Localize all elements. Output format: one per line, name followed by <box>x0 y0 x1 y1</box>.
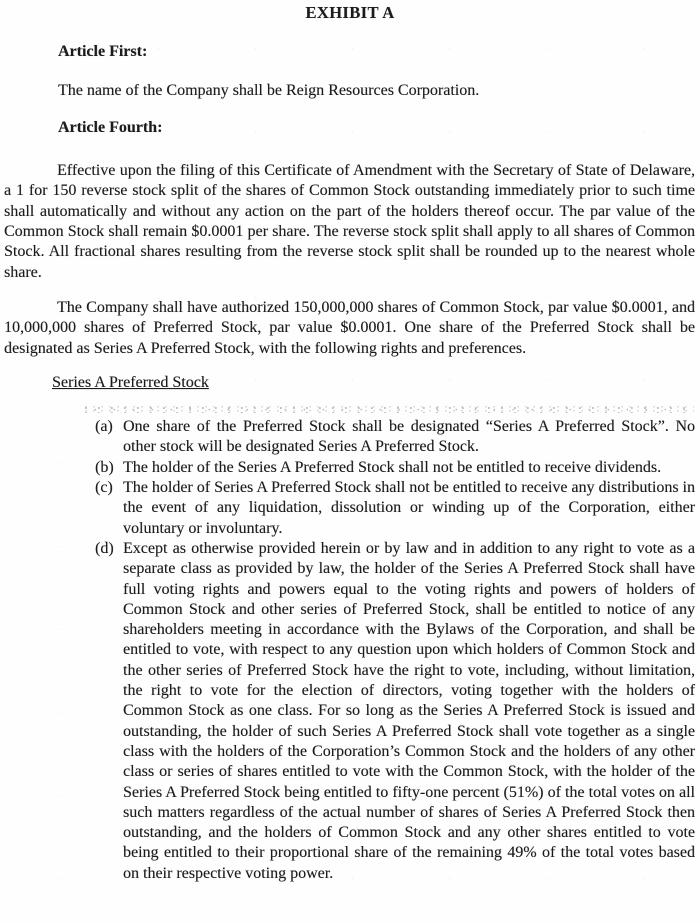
clause-c-marker: (c) <box>95 479 113 497</box>
clause-a <box>95 417 695 458</box>
article-first-heading: Article First: <box>58 43 148 61</box>
clause-a-marker: (a) <box>95 418 113 436</box>
article-fourth-paragraph-1: Effective upon the filing of this Certificate of Amendment with the Secretary of State of Delaware, a 1 for 150 reverse stock split of the shares of Common Stock outstanding immediately prior to such time shall automatically and without any action on the part of the holders thereof occur. The par value of the Common Stock shall remain $0.0001 per share. The reverse stock split shall apply to all shares of Common Stock. All fractional shares resulting from the reverse stock split shall be rounded up to the nearest whole share. <box>4 162 695 281</box>
clause-a-text: One share of the Preferred Stock shall be designated “Series A Preferred Stock”. No other stock will be designated Series A Preferred Stock. <box>123 418 695 456</box>
series-a-clause-list <box>95 417 695 884</box>
clause-b <box>95 458 695 478</box>
clause-c <box>95 478 695 539</box>
exhibit-title: EXHIBIT A <box>305 3 395 22</box>
clause-b-marker: (b) <box>95 458 114 476</box>
series-a-preferred-stock-heading: Series A Preferred Stock <box>52 373 209 391</box>
clause-b-text: The holder of the Series A Preferred Stock shall not be entitled to receive dividends. <box>123 458 662 476</box>
article-fourth-paragraph-2: The Company shall have authorized 150,000,000 shares of Common Stock, par value $0.0001, and 10,000,000 shares of Preferred Stock, par value $0.0001. One share of the Preferred Stock shall be designated as Series A Preferred Stock, with the following rights and preferences. <box>4 298 695 357</box>
clause-c-text: The holder of Series A Preferred Stock shall not be entitled to receive any distributions in the event of any liquidation, dissolution or winding up of the Corporation, either voluntary or involuntary. <box>123 479 695 537</box>
clause-d-marker: (d) <box>95 539 114 557</box>
scan-noise-artifact <box>82 406 694 413</box>
article-fourth-heading: Article Fourth: <box>58 118 163 136</box>
article-first-body: The name of the Company shall be Reign Resources Corporation. <box>58 81 480 99</box>
clause-d-text: Except as otherwise provided herein or by law and in addition to any right to vote as a separate class as provided by law, the holder of the Series A Preferred Stock shall have full voting rights and powers equal to the voting rights and powers of holders of Common Stock and other series of Preferred Stock, shall be entitled to notice of any shareholders meeting in accordance with the Bylaws of the Corporation, and shall be entitled to vote, with respect to any question upon which holders of Common Stock and the other series of Preferred Stock have the right to vote, including, without limitation, the right to vote for the election of directors, voting together with the holders of Common Stock as one class. For so long as the Series A Preferred Stock is issued and outstanding, the holder of such Series A Preferred Stock shall vote together as a single class with the holders of the Corporation’s Common Stock and the holders of any other class or series of shares entitled to vote with the Common Stock, with the holder of the Series A Preferred Stock being entitled to fifty-one percent (51%) of the total votes on all such matters regardless of the actual number of shares of Series A Preferred Stock then outstanding, and the holders of Common Stock and any other shares entitled to vote being entitled to their proportional share of the remaining 49% of the total votes based on their respective voting power. <box>123 539 695 882</box>
clause-d <box>95 539 695 884</box>
